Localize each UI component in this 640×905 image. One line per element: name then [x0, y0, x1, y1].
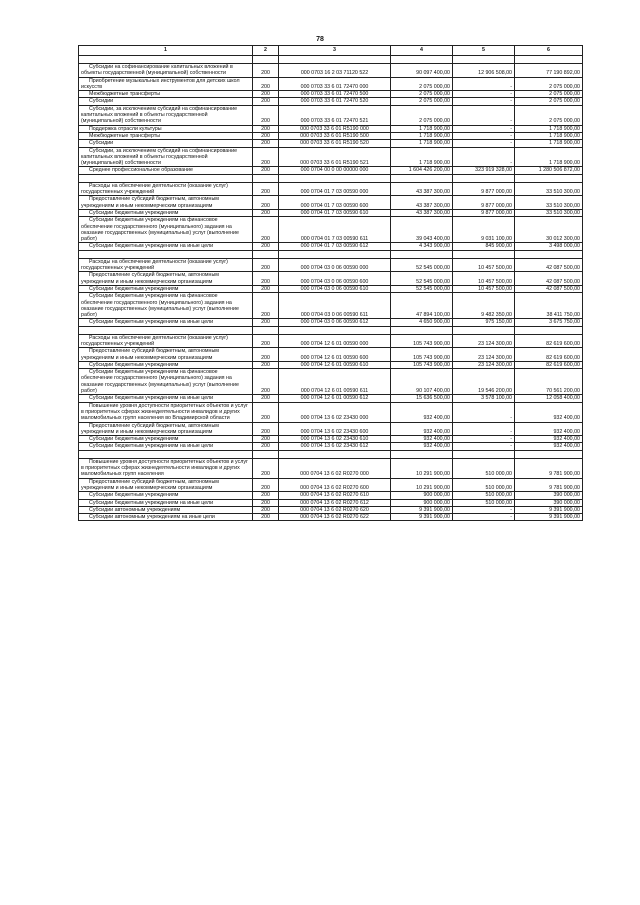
row-budget-code: 000 0704 12 6 01 00590 611	[279, 369, 391, 395]
row-admin-code: 200	[253, 182, 279, 196]
row-name: Субсидии бюджетным учреждениям на иные цели	[79, 499, 253, 506]
row-remaining-amount: 82 619 600,00	[515, 334, 583, 348]
row-approved-amount: 4 650 900,00	[391, 319, 453, 326]
row-admin-code: 200	[253, 514, 279, 521]
row-remaining-amount: 9 391 900,00	[515, 514, 583, 521]
row-remaining-amount: 2 075 000,00	[515, 91, 583, 98]
row-budget-code: 000 0704 13 6 02 23430 600	[279, 422, 391, 436]
row-name: Субсидии бюджетным учреждениям	[79, 361, 253, 368]
row-admin-code: 200	[253, 196, 279, 210]
table-row	[79, 272, 583, 286]
spacer-cell	[79, 450, 253, 458]
row-budget-code: 000 0704 12 6 01 00590 600	[279, 348, 391, 362]
row-approved-amount: 4 343 900,00	[391, 243, 453, 250]
row-budget-code: 000 0704 13 6 02 R0270 612	[279, 499, 391, 506]
spacer-cell	[279, 450, 391, 458]
row-executed-amount: -	[453, 506, 515, 513]
row-approved-amount: 10 291 900,00	[391, 458, 453, 478]
row-budget-code: 000 0703 33 6 01 72470 000	[279, 77, 391, 91]
row-executed-amount: 12 906 508,00	[453, 64, 515, 78]
row-approved-amount: 1 718 900,00	[391, 132, 453, 139]
row-name: Субсидии бюджетным учреждениям	[79, 436, 253, 443]
table-spacer-row	[79, 450, 583, 458]
row-approved-amount: 52 545 000,00	[391, 258, 453, 272]
column-header-3: 3	[279, 46, 391, 56]
row-remaining-amount: 33 510 300,00	[515, 209, 583, 216]
row-executed-amount: -	[453, 105, 515, 125]
row-budget-code: 000 0704 01 7 03 00590 611	[279, 217, 391, 243]
spacer-cell	[453, 450, 515, 458]
row-approved-amount: 932 400,00	[391, 443, 453, 450]
column-header-6: 6	[515, 46, 583, 56]
row-remaining-amount: 9 781 900,00	[515, 458, 583, 478]
table-row	[79, 77, 583, 91]
row-admin-code: 200	[253, 293, 279, 319]
table-row	[79, 147, 583, 167]
row-remaining-amount: 77 190 892,00	[515, 64, 583, 78]
row-approved-amount: 932 400,00	[391, 436, 453, 443]
row-remaining-amount: 2 075 000,00	[515, 105, 583, 125]
row-name: Предоставление субсидий бюджетным, автономным учреждениям и иным некоммерческим организациям	[79, 272, 253, 286]
row-remaining-amount: 3 675 750,00	[515, 319, 583, 326]
row-admin-code: 200	[253, 285, 279, 292]
row-name: Субсидии бюджетным учреждениям на иные цели	[79, 443, 253, 450]
column-header-2: 2	[253, 46, 279, 56]
spacer-cell	[253, 56, 279, 64]
row-budget-code: 000 0704 03 0 06 00590 600	[279, 272, 391, 286]
row-approved-amount: 9 391 900,00	[391, 514, 453, 521]
spacer-cell	[253, 250, 279, 258]
row-budget-code: 000 0704 13 6 02 23430 610	[279, 436, 391, 443]
row-admin-code: 200	[253, 478, 279, 492]
row-executed-amount: 23 124 300,00	[453, 348, 515, 362]
row-admin-code: 200	[253, 272, 279, 286]
table-row	[79, 243, 583, 250]
table-row	[79, 140, 583, 147]
row-executed-amount: -	[453, 402, 515, 422]
row-approved-amount: 15 636 500,00	[391, 395, 453, 402]
row-name: Поддержка отрасли культуры	[79, 125, 253, 132]
row-budget-code: 000 0704 00 0 00 00000 000	[279, 167, 391, 174]
row-admin-code: 200	[253, 458, 279, 478]
row-admin-code: 200	[253, 402, 279, 422]
row-remaining-amount: 932 400,00	[515, 402, 583, 422]
spacer-cell	[253, 326, 279, 334]
row-budget-code: 000 0704 13 6 02 23430 612	[279, 443, 391, 450]
row-executed-amount: 510 000,00	[453, 499, 515, 506]
row-remaining-amount: 390 000,00	[515, 492, 583, 499]
table-row	[79, 492, 583, 499]
row-budget-code: 000 0704 01 7 03 00590 000	[279, 182, 391, 196]
row-remaining-amount: 1 718 900,00	[515, 125, 583, 132]
row-remaining-amount: 9 781 900,00	[515, 478, 583, 492]
row-approved-amount: 105 743 900,00	[391, 334, 453, 348]
row-executed-amount: -	[453, 98, 515, 105]
row-budget-code: 000 0703 33 6 01 72470 500	[279, 91, 391, 98]
row-budget-code: 000 0703 16 2 03 71120 522	[279, 64, 391, 78]
row-executed-amount: 23 124 300,00	[453, 334, 515, 348]
row-name: Предоставление субсидий бюджетным, автономным учреждениям и иным некоммерческим организациям	[79, 196, 253, 210]
spacer-cell	[391, 326, 453, 334]
table-row	[79, 64, 583, 78]
row-remaining-amount: 42 087 500,00	[515, 285, 583, 292]
row-remaining-amount: 1 280 506 872,00	[515, 167, 583, 174]
table-row	[79, 334, 583, 348]
row-admin-code: 200	[253, 361, 279, 368]
row-remaining-amount: 3 498 000,00	[515, 243, 583, 250]
row-approved-amount: 9 391 900,00	[391, 506, 453, 513]
row-executed-amount: 10 457 500,00	[453, 285, 515, 292]
row-admin-code: 200	[253, 369, 279, 395]
row-name: Межбюджетные трансферты	[79, 132, 253, 139]
page-number: 78	[316, 36, 324, 43]
row-admin-code: 200	[253, 395, 279, 402]
spacer-cell	[391, 450, 453, 458]
row-admin-code: 200	[253, 209, 279, 216]
row-name: Среднее профессиональное образование	[79, 167, 253, 174]
row-admin-code: 200	[253, 348, 279, 362]
row-admin-code: 200	[253, 422, 279, 436]
row-admin-code: 200	[253, 436, 279, 443]
row-budget-code: 000 0704 13 6 02 23430 000	[279, 402, 391, 422]
row-executed-amount: 9 877 000,00	[453, 209, 515, 216]
row-remaining-amount: 932 400,00	[515, 422, 583, 436]
row-approved-amount: 43 387 300,00	[391, 196, 453, 210]
row-name: Субсидии бюджетным учреждениям на иные цели	[79, 395, 253, 402]
row-executed-amount: 9 482 350,00	[453, 293, 515, 319]
row-executed-amount: 9 877 000,00	[453, 196, 515, 210]
table-row	[79, 395, 583, 402]
row-budget-code: 000 0704 12 6 01 00590 612	[279, 395, 391, 402]
row-approved-amount: 105 743 900,00	[391, 361, 453, 368]
row-executed-amount: 10 457 500,00	[453, 272, 515, 286]
row-admin-code: 200	[253, 167, 279, 174]
row-executed-amount: 975 150,00	[453, 319, 515, 326]
row-executed-amount: -	[453, 140, 515, 147]
row-name: Субсидии бюджетным учреждениям на финансовое обеспечение государственного (муниципального) задания на оказание государственных (муниципальных) услуг (выполнение работ)	[79, 217, 253, 243]
column-header-4: 4	[391, 46, 453, 56]
row-budget-code: 000 0704 03 0 06 00590 610	[279, 285, 391, 292]
row-approved-amount: 105 743 900,00	[391, 348, 453, 362]
spacer-cell	[79, 174, 253, 182]
row-budget-code: 000 0704 13 6 02 R0270 000	[279, 458, 391, 478]
row-name: Субсидии бюджетным учреждениям	[79, 492, 253, 499]
row-approved-amount: 900 000,00	[391, 492, 453, 499]
row-budget-code: 000 0704 01 7 03 00590 600	[279, 196, 391, 210]
row-budget-code: 000 0704 13 6 02 R0270 620	[279, 506, 391, 513]
table-row	[79, 402, 583, 422]
row-name: Предоставление субсидий бюджетным, автономным учреждениям и иным некоммерческим организациям	[79, 422, 253, 436]
table-row	[79, 125, 583, 132]
spacer-cell	[453, 56, 515, 64]
table-row	[79, 361, 583, 368]
row-executed-amount: -	[453, 132, 515, 139]
row-budget-code: 000 0704 13 6 02 R0270 610	[279, 492, 391, 499]
row-name: Субсидии бюджетным учреждениям на финансовое обеспечение государственного (муниципального) задания на оказание государственных (муниципальных) услуг (выполнение работ)	[79, 293, 253, 319]
row-executed-amount: 23 124 300,00	[453, 361, 515, 368]
table-row	[79, 443, 583, 450]
row-name: Субсидии бюджетным учреждениям на иные цели	[79, 319, 253, 326]
row-approved-amount: 39 043 400,00	[391, 217, 453, 243]
spacer-cell	[515, 174, 583, 182]
spacer-cell	[79, 56, 253, 64]
row-approved-amount: 52 545 000,00	[391, 285, 453, 292]
row-approved-amount: 900 000,00	[391, 499, 453, 506]
table-row	[79, 369, 583, 395]
row-name: Приобретение музыкальных инструментов для детских школ искусств	[79, 77, 253, 91]
row-remaining-amount: 33 510 300,00	[515, 182, 583, 196]
table-row	[79, 182, 583, 196]
row-admin-code: 200	[253, 258, 279, 272]
row-executed-amount: -	[453, 443, 515, 450]
row-budget-code: 000 0703 33 6 01 72470 521	[279, 105, 391, 125]
row-admin-code: 200	[253, 506, 279, 513]
row-admin-code: 200	[253, 125, 279, 132]
row-approved-amount: 10 291 900,00	[391, 478, 453, 492]
row-approved-amount: 2 075 000,00	[391, 98, 453, 105]
spacer-cell	[391, 56, 453, 64]
row-budget-code: 000 0704 12 6 01 00590 610	[279, 361, 391, 368]
row-remaining-amount: 390 000,00	[515, 499, 583, 506]
row-approved-amount: 52 545 000,00	[391, 272, 453, 286]
table-row	[79, 499, 583, 506]
spacer-cell	[391, 174, 453, 182]
spacer-cell	[453, 174, 515, 182]
row-executed-amount: 845 900,00	[453, 243, 515, 250]
row-executed-amount: 510 000,00	[453, 478, 515, 492]
row-executed-amount: -	[453, 91, 515, 98]
row-admin-code: 200	[253, 334, 279, 348]
row-remaining-amount: 2 075 000,00	[515, 77, 583, 91]
spacer-cell	[253, 450, 279, 458]
row-approved-amount: 932 400,00	[391, 402, 453, 422]
row-budget-code: 000 0704 03 0 06 00590 611	[279, 293, 391, 319]
table-row	[79, 132, 583, 139]
row-name: Субсидии	[79, 98, 253, 105]
spacer-cell	[391, 250, 453, 258]
row-budget-code: 000 0703 33 6 01 R5190 521	[279, 147, 391, 167]
row-remaining-amount: 82 619 600,00	[515, 361, 583, 368]
row-admin-code: 200	[253, 132, 279, 139]
row-executed-amount: -	[453, 436, 515, 443]
row-executed-amount: -	[453, 514, 515, 521]
row-name: Предоставление субсидий бюджетным, автономным учреждениям и иным некоммерческим организациям	[79, 478, 253, 492]
row-approved-amount: 1 718 900,00	[391, 125, 453, 132]
spacer-cell	[279, 174, 391, 182]
row-budget-code: 000 0704 13 6 02 R0270 622	[279, 514, 391, 521]
row-remaining-amount: 70 561 200,00	[515, 369, 583, 395]
row-executed-amount: 10 457 500,00	[453, 258, 515, 272]
row-name: Субсидии, за исключением субсидий на софинансирование капитальных вложений в объекты государственной (муниципальной) собственности	[79, 105, 253, 125]
spacer-cell	[515, 56, 583, 64]
row-approved-amount: 932 400,00	[391, 422, 453, 436]
row-budget-code: 000 0704 03 0 06 00590 000	[279, 258, 391, 272]
row-name: Субсидии, за исключением субсидий на софинансирование капитальных вложений в объекты государственной (муниципальной) собственности	[79, 147, 253, 167]
row-executed-amount: 3 578 100,00	[453, 395, 515, 402]
row-executed-amount: 9 877 000,00	[453, 182, 515, 196]
row-executed-amount: -	[453, 77, 515, 91]
row-remaining-amount: 1 718 900,00	[515, 147, 583, 167]
row-name: Субсидии бюджетным учреждениям на иные цели	[79, 243, 253, 250]
row-executed-amount: 9 031 100,00	[453, 217, 515, 243]
table-row	[79, 319, 583, 326]
row-admin-code: 200	[253, 492, 279, 499]
table-row	[79, 196, 583, 210]
spacer-cell	[279, 326, 391, 334]
table-header-row	[79, 46, 583, 56]
table-row	[79, 348, 583, 362]
row-admin-code: 200	[253, 499, 279, 506]
spacer-cell	[79, 250, 253, 258]
row-admin-code: 200	[253, 91, 279, 98]
table-row	[79, 285, 583, 292]
table-row	[79, 293, 583, 319]
row-name: Межбюджетные трансферты	[79, 91, 253, 98]
row-approved-amount: 1 718 900,00	[391, 147, 453, 167]
spacer-cell	[515, 250, 583, 258]
row-name: Расходы на обеспечение деятельности (оказание услуг) государственных учреждений	[79, 258, 253, 272]
row-admin-code: 200	[253, 443, 279, 450]
row-budget-code: 000 0703 33 6 01 R5190 500	[279, 132, 391, 139]
row-name: Субсидии на софинансирование капитальных вложений в объекты государственной (муниципальной) собственности	[79, 64, 253, 78]
spacer-cell	[453, 326, 515, 334]
row-name: Повышение уровня доступности приоритетных объектов и услуг в приоритетных сферах жизнедеятельности инвалидов и других маломобильных групп населения	[79, 458, 253, 478]
table-row	[79, 258, 583, 272]
row-budget-code: 000 0704 12 6 01 00590 000	[279, 334, 391, 348]
row-remaining-amount: 82 619 600,00	[515, 348, 583, 362]
table-row	[79, 209, 583, 216]
table-row	[79, 105, 583, 125]
spacer-cell	[279, 56, 391, 64]
table-row	[79, 91, 583, 98]
table-spacer-row	[79, 250, 583, 258]
table-row	[79, 514, 583, 521]
row-remaining-amount: 9 391 900,00	[515, 506, 583, 513]
row-name: Расходы на обеспечение деятельности (оказание услуг) государственных учреждений	[79, 334, 253, 348]
row-executed-amount: 510 000,00	[453, 458, 515, 478]
table-spacer-row	[79, 326, 583, 334]
spacer-cell	[453, 250, 515, 258]
table-row	[79, 506, 583, 513]
row-budget-code: 000 0704 01 7 03 00590 610	[279, 209, 391, 216]
row-admin-code: 200	[253, 217, 279, 243]
row-admin-code: 200	[253, 147, 279, 167]
budget-table	[78, 45, 583, 521]
row-executed-amount: 19 546 200,00	[453, 369, 515, 395]
row-remaining-amount: 932 400,00	[515, 443, 583, 450]
row-approved-amount: 90 097 400,00	[391, 64, 453, 78]
row-remaining-amount: 30 012 300,00	[515, 217, 583, 243]
row-approved-amount: 2 075 000,00	[391, 77, 453, 91]
row-remaining-amount: 1 718 900,00	[515, 140, 583, 147]
row-budget-code: 000 0703 33 6 01 72470 520	[279, 98, 391, 105]
row-approved-amount: 2 075 000,00	[391, 105, 453, 125]
row-name: Предоставление субсидий бюджетным, автономным учреждениям и иным некоммерческим организациям	[79, 348, 253, 362]
row-remaining-amount: 42 087 500,00	[515, 258, 583, 272]
row-remaining-amount: 38 411 750,00	[515, 293, 583, 319]
row-approved-amount: 90 107 400,00	[391, 369, 453, 395]
table-spacer-row	[79, 56, 583, 64]
table-row	[79, 422, 583, 436]
row-executed-amount: 323 919 328,00	[453, 167, 515, 174]
row-budget-code: 000 0704 01 7 03 00590 612	[279, 243, 391, 250]
row-executed-amount: -	[453, 422, 515, 436]
spacer-cell	[279, 250, 391, 258]
row-approved-amount: 1 718 900,00	[391, 140, 453, 147]
row-executed-amount: -	[453, 125, 515, 132]
row-admin-code: 200	[253, 77, 279, 91]
row-budget-code: 000 0704 13 6 02 R0270 600	[279, 478, 391, 492]
row-approved-amount: 1 604 426 200,00	[391, 167, 453, 174]
spacer-cell	[253, 174, 279, 182]
row-name: Субсидии бюджетным учреждениям	[79, 209, 253, 216]
row-approved-amount: 47 894 100,00	[391, 293, 453, 319]
row-name: Субсидии	[79, 140, 253, 147]
spacer-cell	[79, 326, 253, 334]
row-remaining-amount: 2 075 000,00	[515, 98, 583, 105]
spacer-cell	[515, 450, 583, 458]
row-approved-amount: 43 387 300,00	[391, 182, 453, 196]
row-name: Субсидии автономным учреждениям на иные цели	[79, 514, 253, 521]
row-name: Повышение уровня доступности приоритетных объектов и услуг в приоритетных сферах жизнедеятельности инвалидов и других маломобильных групп населения во Владимирской области	[79, 402, 253, 422]
row-name: Субсидии автономным учреждениям	[79, 506, 253, 513]
table-body	[79, 56, 583, 521]
row-admin-code: 200	[253, 105, 279, 125]
row-remaining-amount: 1 718 900,00	[515, 132, 583, 139]
column-header-1: 1	[79, 46, 253, 56]
row-budget-code: 000 0703 33 6 01 R5190 520	[279, 140, 391, 147]
row-admin-code: 200	[253, 140, 279, 147]
table-row	[79, 167, 583, 174]
row-name: Расходы на обеспечение деятельности (оказание услуг) государственных учреждений	[79, 182, 253, 196]
row-budget-code: 000 0704 03 0 06 00590 612	[279, 319, 391, 326]
column-header-5: 5	[453, 46, 515, 56]
row-name: Субсидии бюджетным учреждениям на финансовое обеспечение государственного (муниципального) задания на оказание государственных (муниципальных) услуг (выполнение работ)	[79, 369, 253, 395]
row-executed-amount: -	[453, 147, 515, 167]
row-name: Субсидии бюджетным учреждениям	[79, 285, 253, 292]
row-admin-code: 200	[253, 98, 279, 105]
row-admin-code: 200	[253, 319, 279, 326]
table-row	[79, 478, 583, 492]
table-row	[79, 436, 583, 443]
table-row	[79, 458, 583, 478]
table-spacer-row	[79, 174, 583, 182]
row-budget-code: 000 0703 33 6 01 R5190 000	[279, 125, 391, 132]
spacer-cell	[515, 326, 583, 334]
row-remaining-amount: 33 510 300,00	[515, 196, 583, 210]
row-admin-code: 200	[253, 64, 279, 78]
table-row	[79, 217, 583, 243]
row-approved-amount: 43 387 300,00	[391, 209, 453, 216]
row-remaining-amount: 932 400,00	[515, 436, 583, 443]
row-admin-code: 200	[253, 243, 279, 250]
row-approved-amount: 2 075 000,00	[391, 91, 453, 98]
row-remaining-amount: 12 058 400,00	[515, 395, 583, 402]
table-row	[79, 98, 583, 105]
row-executed-amount: 510 000,00	[453, 492, 515, 499]
row-remaining-amount: 42 087 500,00	[515, 272, 583, 286]
